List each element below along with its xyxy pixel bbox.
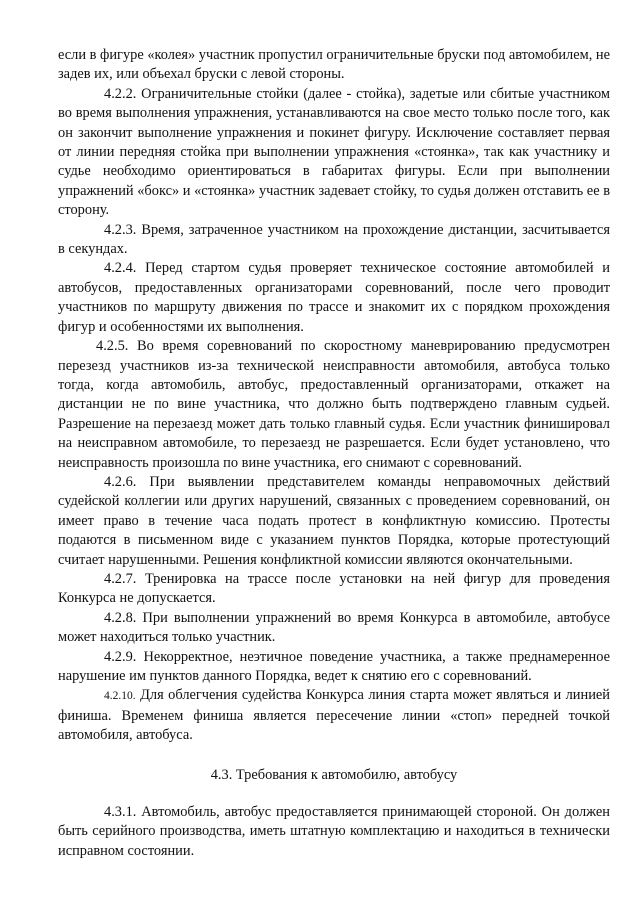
paragraph-4-2-4 <box>58 259 610 337</box>
paragraph-4-2-7 <box>58 570 610 609</box>
clause-number: 4.2.5. <box>96 338 129 355</box>
paragraph-4-2-6 <box>58 473 610 570</box>
clause-number: 4.2.8. <box>104 609 137 626</box>
paragraph-4-2-8 <box>58 609 610 648</box>
clause-number: 4.2.7. <box>104 570 137 587</box>
clause-number: 4.2.9. <box>104 648 137 665</box>
paragraph-text: Автомобиль, автобус предоставляется принимающей стороной. Он должен быть серийного производства, иметь штатную комплектацию и находиться в технически исправном состоянии. <box>58 804 610 859</box>
paragraph-4-2-10 <box>58 686 610 745</box>
section-heading: 4.3. Требования к автомобилю, автобусу <box>210 766 458 783</box>
paragraph-4-2-9 <box>58 648 610 687</box>
paragraph-text: Время, затраченное участником на прохождение дистанции, засчитывается в секундах. <box>58 221 610 258</box>
paragraph-text: Тренировка на трассе после установки на ней фигур для проведения Конкурса не допускается. <box>58 570 610 607</box>
clause-number: 4.2.2. <box>104 85 137 102</box>
paragraph-text: Перед стартом судья проверяет техническое состояние автомобилей и автобусов, предоставленных организаторами соревнований, после чего проводит участников по маршруту движения по трассе и знакомит их с порядком прохождения фигур и особенностями их выполнения. <box>58 260 610 335</box>
paragraph-4-2-2 <box>58 85 610 221</box>
paragraph-text: Ограничительные стойки (далее - стойка), задетые или сбитые участником во время выполнения упражнения, устанавливаются на свое место только после того, как он закончит выполнение упражнения и покинет фигуру. Исключение составляет первая от линии передняя стойка при выполнении упражнения «стоянка», так как участнику и судье необходимо ориентироваться в габаритах фигуры. Если при выполнении упражнений «бокс» и «стоянка» участник задевает стойку, то судья должен отставить ее в сторону. <box>58 85 610 219</box>
clause-number: 4.2.4. <box>104 260 137 277</box>
clause-number: 4.2.6. <box>104 473 137 490</box>
paragraph-text: если в фигуре «колея» участник пропустил ограничительные бруски под автомобилем, не задев их, или объехал бруски с левой стороны. <box>58 47 610 83</box>
paragraph-text: Во время соревнований по скоростному маневрированию предусмотрен перезезд участников из-за технической неисправности автомобиля, автобуса только тогда, когда автомобиль, автобус, предоставленный организаторами, откажет на дистанции не по вине участника, что должно быть подтверждено главным судьей. Разрешение на перезаезд может дать только главный судья. Если участник финишировал на неисправном автомобиле, то перезаезд не разрешается. Если будет установлено, что неисправность произошла по вине участника, его снимают с соревнований. <box>58 338 610 471</box>
clause-number: 4.2.3. <box>104 221 137 238</box>
clause-number: 4.3.1. <box>104 804 137 821</box>
clause-number: 4.2.10. <box>104 690 136 703</box>
paragraph-text: Некорректное, неэтичное поведение участника, а также преднамеренное нарушение им пунктов данного Порядка, ведет к снятию его с соревнований. <box>58 648 610 684</box>
paragraph-continuation <box>58 46 610 85</box>
paragraph-4-3-1 <box>58 803 610 861</box>
paragraph-text: При выполнении упражнений во время Конкурса в автомобиле, автобусе может находиться только участник. <box>58 609 610 646</box>
paragraph-text: Для облегчения судейства Конкурса линия старта может являться и линией финиша. Временем финиша является пересечение линии «стоп» передней точкой автомобиля, автобуса. <box>58 687 610 744</box>
paragraph-4-2-5 <box>58 337 610 473</box>
paragraph-text: При выявлении представителем команды неправомочных действий судейской коллегии или других нарушений, связанных с проведением соревнований, он имеет право в течение часа подать протест в конфликтную комиссию. Протесты подаются в письменном виде с указанием пунктов Порядка, которые протестующий считает нарушенными. Решения конфликтной комиссии являются окончательными. <box>58 473 610 568</box>
paragraph-4-2-3 <box>58 221 610 260</box>
